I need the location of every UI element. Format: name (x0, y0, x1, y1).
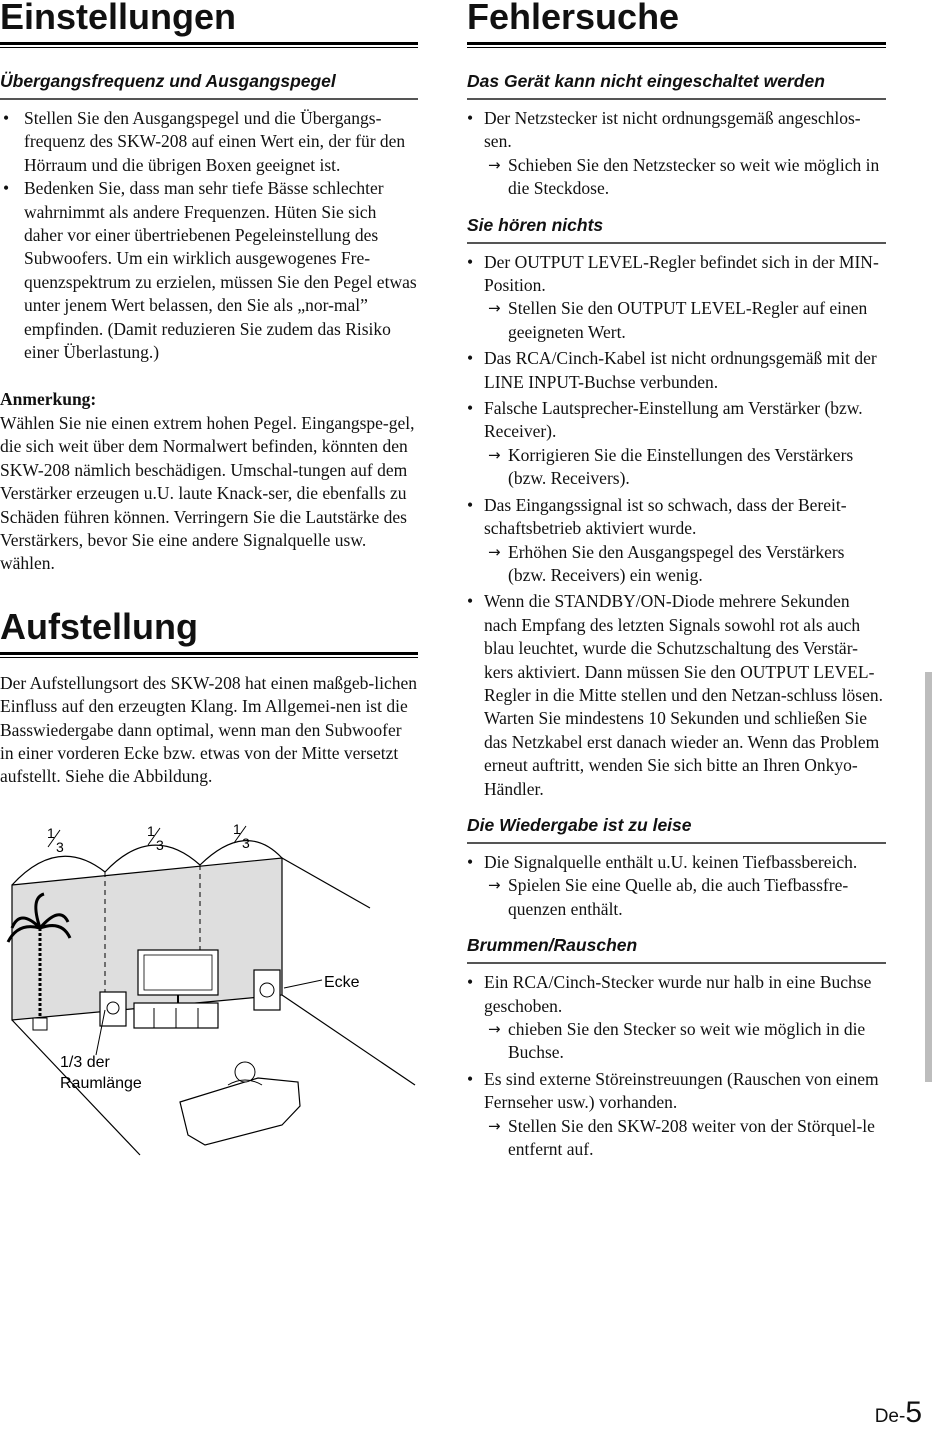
third-label-3 (233, 821, 250, 851)
issue-list (467, 971, 886, 1161)
title-rule (0, 652, 418, 658)
heading-rule (0, 98, 418, 100)
list-item (467, 251, 886, 345)
note-text: Wählen Sie nie einen extrem hohen Pegel. Eingangspe-gel, die sich weit über dem Normalwert befinden, könnten den SKW-208 nämlich beschädigen. Umschal-tungen auf dem Verstärker erzeugen u.U. laute Knack-ser, die ebenfalls zu Schäden führen können. Verringern Sie die Lautstärke des Verstärkers, bevor Sie eine andere Signalquelle usw. wählen. (0, 412, 415, 574)
placement-text: Der Aufstellungsort des SKW-208 hat einen maßgeb-lichen Einfluss auf den erzeugten Klang. Im Allgemei-nen ist die Basswiedergabe dann optimal, wenn man den Subwoofer in einer vorderen Ecke bzw. etwas von der Mitte versetzt aufstellt. Siehe die Abbildung. (0, 672, 417, 787)
list-item (467, 851, 886, 921)
subwoofer-left (100, 992, 126, 1026)
tv-set (134, 950, 218, 1028)
subwoofer-corner (254, 970, 280, 1010)
wall-edge-top (282, 858, 370, 908)
remedy-text: → Erhöhen Sie den Ausgangspegel des Verstärkers (bzw. Receivers) ein wenig. (484, 541, 886, 588)
length-label-1: 1/3 der (60, 1054, 110, 1071)
cause-text: • Wenn die STANDBY/ON-Diode mehrere Sekunden nach Empfang des letzten Signals sowohl rot als auch blau leuchtet, wurde die Schutzschaltung des Verstär-kers aktiviert. Dann müssen Sie den OUTPUT LEVEL-Regler in die Mitte stellen und den Netzan-schluss lösen. Warten Sie mindestens 10 Sekunden und schließen Sie das Netzkabel erst danach wieder an. Wenn das Problem erneut auftritt, wenden Sie sich bitte an Ihren Onkyo-Händler. (484, 591, 884, 799)
svg-text:1: 1 (47, 825, 55, 841)
list-item (467, 590, 886, 801)
section-heading: Sie hören nichts (467, 214, 604, 235)
settings-title: Einstellungen (0, 0, 237, 37)
right-column (467, 0, 886, 1161)
remedy-text: → Schieben Sie den Netzstecker so weit wie möglich in die Steckdose. (484, 154, 886, 201)
floor-edge-right (282, 995, 415, 1085)
svg-text:3: 3 (242, 835, 250, 851)
remedy-text: → Stellen Sie den OUTPUT LEVEL-Regler auf einen geeigneten Wert. (484, 297, 886, 344)
remedy-text: → chieben Sie den Stecker so weit wie möglich in die Buchse. (484, 1018, 886, 1065)
page-prefix: De- (874, 1406, 906, 1427)
cause-text: • Das RCA/Cinch-Kabel ist nicht ordnungsgemäß mit der LINE INPUT-Buchse verbunden. (484, 348, 877, 392)
section-heading: Die Wiedergabe ist zu leise (467, 814, 692, 835)
heading-rule (467, 242, 886, 244)
svg-text:1: 1 (233, 821, 241, 837)
corner-label: Ecke (324, 974, 360, 991)
cause-text: • Ein RCA/Cinch-Stecker wurde nur halb in eine Buchse geschoben. (484, 972, 872, 1016)
sofa-listener (180, 1062, 300, 1145)
remedy-text: → Korrigieren Sie die Einstellungen des Verstärkers (bzw. Receivers). (484, 444, 886, 491)
list-item (467, 397, 886, 491)
cause-text: • Das Eingangssignal ist so schwach, dass der Bereit-schaftsbetrieb aktiviert wurde. (484, 494, 847, 539)
troubleshooting-title: Fehlersuche (467, 0, 680, 37)
svg-text:1: 1 (147, 823, 155, 839)
section-heading: Das Gerät kann nicht eingeschaltet werden (467, 71, 825, 91)
left-column (0, 0, 418, 1092)
heading-rule (467, 98, 886, 100)
list-item: • Stellen Sie den Ausgangspegel und die Übergangs-frequenz des SKW-208 auf einen Wert ein, der für den Hörraum und die übrigen Boxen geeignet ist. (0, 107, 418, 177)
note-block (0, 388, 418, 575)
svg-text:3: 3 (56, 839, 64, 855)
placement-figure (0, 810, 418, 1180)
cause-text: • Falsche Lautsprecher-Einstellung am Verstärker (bzw. Receiver). (484, 398, 863, 442)
heading-rule (467, 962, 886, 964)
issue-list (467, 251, 886, 801)
cause-text: • Es sind externe Störeinstreuungen (Rauschen von einem Fernseher usw.) vorhanden. (484, 1068, 879, 1113)
list-item: • Bedenken Sie, dass man sehr tiefe Bässe schlechter wahrnimmt als andere Frequenzen. Hüten Sie sich daher vor einer übertriebenen Pegeleinstellung des Subwoofers. Um ein wirklich ausgewogenes Fre-quenzspektrum zu erzielen, müssen Sie den Pegel etwas unter jenem Wert belassen, den Sie als „nor-mal” empfinden. (Damit reduzieren Sie zudem das Risiko einer Überlastung.) (0, 177, 418, 364)
issue-list (467, 107, 886, 201)
list-item (467, 107, 886, 201)
note-title: Anmerkung: (0, 389, 97, 410)
back-wall (12, 858, 282, 1020)
svg-text:3: 3 (156, 837, 164, 853)
settings-bullets (0, 107, 418, 364)
list-item (467, 347, 886, 394)
crossover-heading: Übergangsfrequenz und Ausgangspegel (0, 71, 336, 91)
placement-title: Aufstellung (0, 605, 198, 647)
third-label-1 (47, 825, 64, 855)
length-label-2: Raumlänge (60, 1075, 142, 1092)
remedy-text: → Stellen Sie den SKW-208 weiter von der Störquel-le entfernt auf. (484, 1115, 886, 1162)
list-item (467, 971, 886, 1065)
issue-list (467, 851, 886, 921)
cause-text: • Der Netzstecker ist nicht ordnungsgemäß angeschlos-sen. (484, 108, 861, 152)
page-digit: 5 (905, 1396, 922, 1429)
section-heading: Brummen/Rauschen (467, 935, 638, 956)
list-item (467, 1068, 886, 1162)
remedy-text: → Spielen Sie eine Quelle ab, die auch Tiefbassfre-quenzen enthält. (484, 874, 886, 921)
page-number (875, 1396, 922, 1430)
heading-rule (467, 842, 886, 844)
cause-text: • Der OUTPUT LEVEL-Regler befindet sich in der MIN-Position. (484, 251, 879, 296)
cause-text: • Die Signalquelle enthält u.U. keinen Tiefbassbereich. (484, 851, 858, 872)
list-item (467, 494, 886, 588)
third-label-2 (147, 823, 164, 853)
corner-pointer (284, 980, 322, 988)
sidebar-tab-marker (925, 672, 932, 1082)
